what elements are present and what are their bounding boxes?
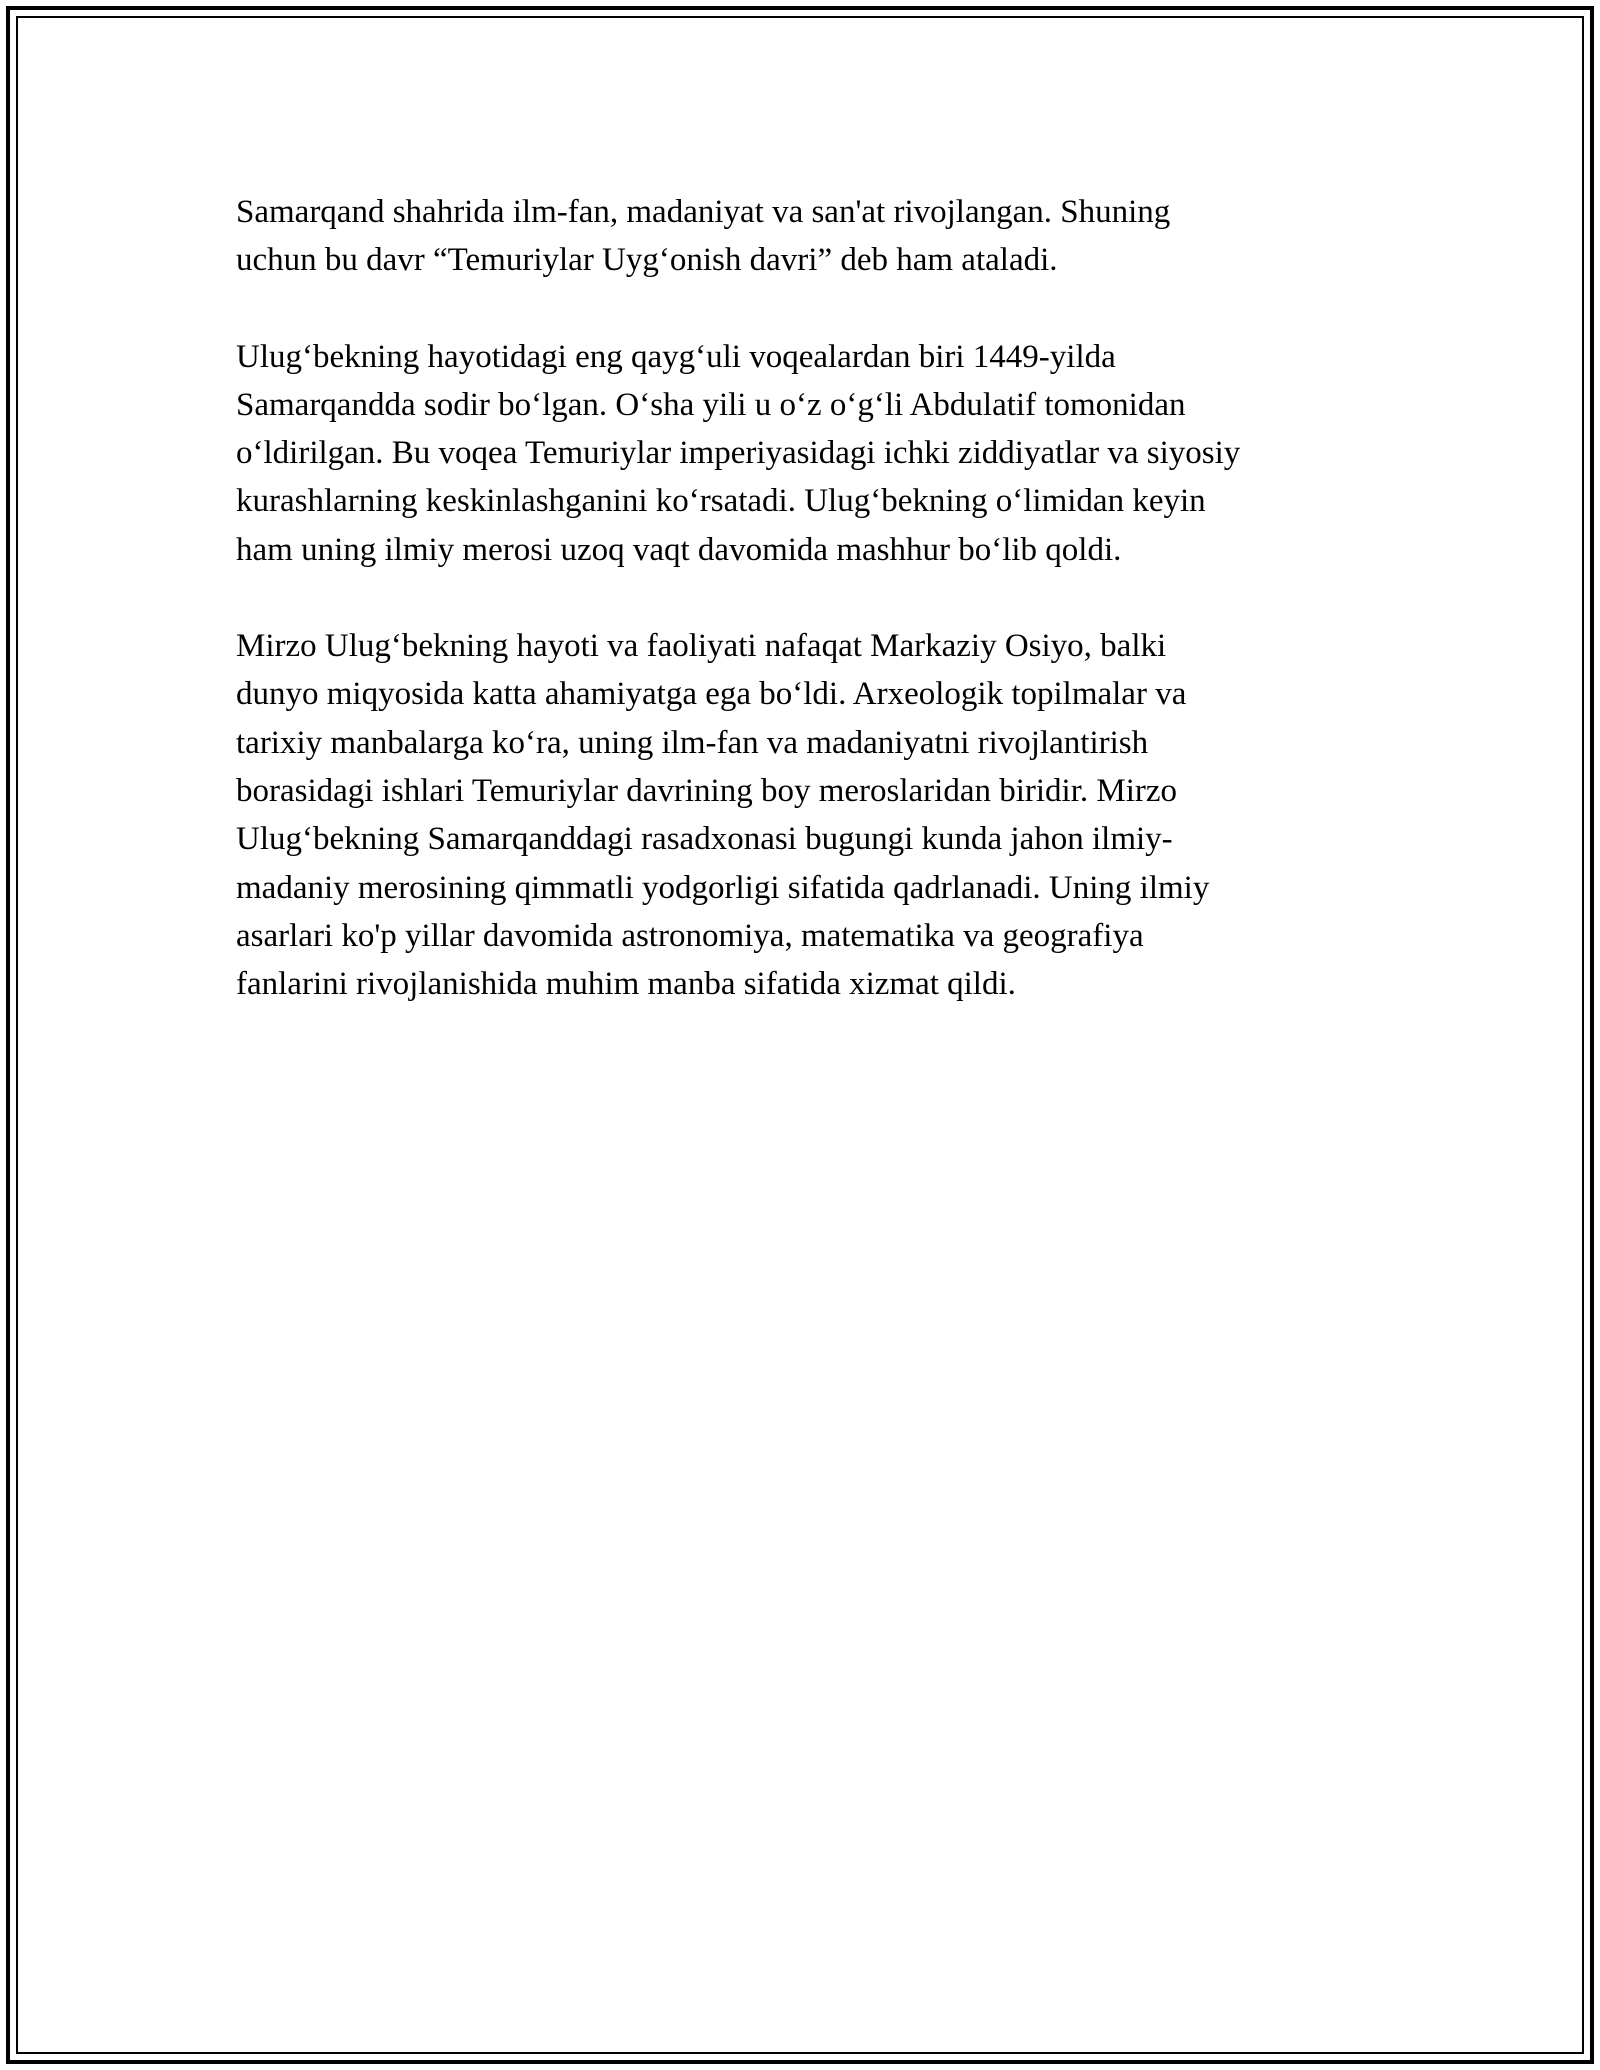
text-line: Mirzo Ulugʻbekning hayoti va faoliyati nafaqat Markaziy Osiyo, balki xyxy=(236,628,1167,665)
text-line: tarixiy manbalarga koʻra, uning ilm-fan va madaniyatni rivojlantirish xyxy=(236,724,1149,761)
text-line: madaniy merosining qimmatli yodgorligi sifatida qadrlanadi. Uning ilmiy xyxy=(236,869,1210,906)
text-line: Samarqandda sodir boʻlgan. Oʻsha yili u oʻz oʻgʻli Abdulatif tomonidan xyxy=(236,386,1186,423)
text-line: Ulugʻbekning hayotidagi eng qaygʻuli voqealardan biri 1449-yilda xyxy=(236,338,1116,375)
paragraph-1 xyxy=(236,188,1396,285)
text-line: borasidagi ishlari Temuriylar davrining boy meroslaridan biridir. Mirzo xyxy=(236,772,1178,809)
text-line: ham uning ilmiy merosi uzoq vaqt davomida mashhur boʻlib qoldi. xyxy=(236,531,1122,568)
paragraph-3 xyxy=(236,622,1396,1008)
document-body xyxy=(236,188,1396,1056)
text-line: Ulugʻbekning Samarqanddagi rasadxonasi bugungi kunda jahon ilmiy- xyxy=(236,821,1173,858)
text-line: asarlari ko'p yillar davomida astronomiya, matematika va geografiya xyxy=(236,917,1144,954)
text-line: oʻldirilgan. Bu voqea Temuriylar imperiyasidagi ichki ziddiyatlar va siyosiy xyxy=(236,435,1241,472)
paragraph-2 xyxy=(236,333,1396,574)
text-line: Samarqand shahrida ilm-fan, madaniyat va san'at rivojlangan. Shuning xyxy=(236,194,1171,230)
text-line: fanlarini rivojlanishida muhim manba sifatida xizmat qildi. xyxy=(236,966,1016,1003)
text-line: uchun bu davr “Temuriylar Uygʻonish davri” deb ham ataladi. xyxy=(236,242,1058,279)
text-line: dunyo miqyosida katta ahamiyatga ega boʻldi. Arxeologik topilmalar va xyxy=(236,676,1187,713)
text-line: kurashlarning keskinlashganini koʻrsatadi. Ulugʻbekning oʻlimidan keyin xyxy=(236,483,1206,520)
